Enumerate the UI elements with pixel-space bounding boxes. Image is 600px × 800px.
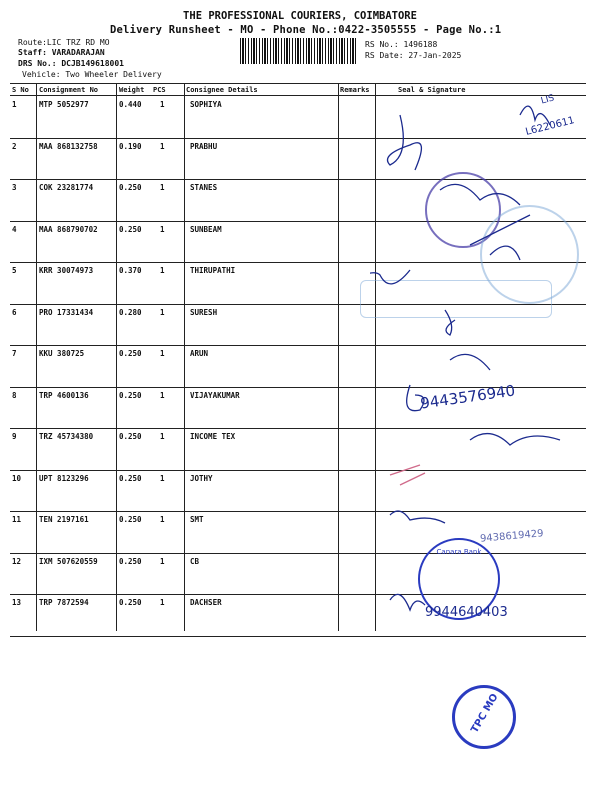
vehicle-value: Two Wheeler Delivery	[65, 70, 162, 79]
staff-value: VARADARAJAN	[51, 48, 105, 57]
signature-row7	[450, 354, 490, 370]
signature-row10	[390, 465, 425, 485]
handwritten-row1-note: L6220611	[524, 115, 576, 138]
cell-consignee: STANES	[190, 183, 218, 192]
cell-consignment: KKU 380725	[39, 349, 85, 358]
rs-date-line	[365, 51, 461, 60]
barcode	[240, 38, 356, 64]
cell-pcs: 1	[160, 349, 165, 358]
cell-consignment: IXM 507620559	[39, 556, 98, 566]
cell-consignment: MAA 868132758	[39, 141, 98, 151]
cell-consignment: KRR 30074973	[39, 266, 94, 275]
table-top-rule	[10, 83, 586, 84]
cell-pcs: 1	[160, 390, 165, 400]
cell-weight: 0.190	[119, 141, 142, 151]
cell-pcs: 1	[160, 473, 165, 483]
cell-sno: 7	[12, 349, 17, 358]
cell-sno: 6	[12, 307, 17, 317]
signature-strokes	[370, 95, 590, 635]
cell-pcs: 1	[160, 183, 165, 192]
cell-weight: 0.250	[119, 515, 142, 524]
cell-consignee: SMT	[190, 515, 204, 524]
drs-value: DCJB149618001	[61, 59, 124, 68]
company-title: THE PROFESSIONAL COURIERS, COIMBATORE	[183, 10, 417, 22]
cell-pcs: 1	[160, 100, 165, 109]
cell-consignment: UPT 8123296	[39, 473, 89, 483]
cell-weight: 0.440	[119, 100, 142, 109]
signature-row5	[370, 270, 410, 300]
cell-sno: 5	[12, 266, 17, 275]
rs-no-value: 1496188	[403, 40, 438, 49]
cell-weight: 0.250	[119, 390, 142, 400]
cell-pcs: 1	[160, 224, 165, 234]
cell-consignment: MTP 5052977	[39, 100, 89, 109]
cell-consignment: PRO 17331434	[39, 307, 94, 317]
runsheet-subtitle: Delivery Runsheet - MO - Phone No.:0422-3505555 - Page No.:1	[110, 24, 502, 36]
route-value: LIC TRZ RD MO	[46, 38, 110, 47]
signature-row6	[445, 310, 455, 335]
col-header-sno: S No	[12, 86, 29, 94]
cell-consignment: COK 23281774	[39, 183, 94, 192]
cell-consignment: MAA 868790702	[39, 224, 98, 234]
col-header-remarks: Remarks	[340, 86, 370, 94]
cell-pcs: 1	[160, 556, 165, 566]
col-divider	[36, 83, 37, 631]
route-line	[18, 38, 110, 47]
cell-pcs: 1	[160, 432, 165, 441]
cell-consignee: JOTHY	[190, 473, 213, 483]
cell-pcs: 1	[160, 307, 165, 317]
cell-sno: 2	[12, 141, 17, 151]
cell-sno: 13	[12, 598, 22, 607]
rs-date-label: RS Date:	[365, 51, 404, 60]
cell-sno: 4	[12, 224, 17, 234]
cell-consignee: SUNBEAM	[190, 224, 222, 234]
col-header-weight: Weight	[119, 86, 145, 94]
cell-weight: 0.250	[119, 556, 142, 566]
signature-row1	[388, 115, 422, 170]
handwritten-row8-phone: 9443576940	[419, 381, 517, 413]
handwritten-row11-phone: 9438619429	[479, 528, 544, 545]
cell-sno: 9	[12, 432, 17, 441]
cell-consignee: ARUN	[190, 349, 209, 358]
signature-row4	[470, 215, 530, 260]
handwritten-top-note: LIS	[539, 93, 556, 107]
cell-sno: 8	[12, 390, 17, 400]
cell-sno: 10	[12, 473, 22, 483]
cell-weight: 0.250	[119, 183, 142, 192]
cell-sno: 11	[12, 515, 22, 524]
cell-weight: 0.250	[119, 473, 142, 483]
tpc-mo-stamp	[452, 685, 516, 749]
cell-pcs: 1	[160, 141, 165, 151]
cell-consignee: THIRUPATHI	[190, 266, 236, 275]
cell-consignee: INCOME TEX	[190, 432, 236, 441]
signature-row11	[390, 511, 445, 523]
bank-stamp-text: Canara Bank	[436, 548, 482, 556]
cell-consignee: DACHSER	[190, 598, 222, 607]
cell-weight: 0.370	[119, 266, 142, 275]
cell-sno: 12	[12, 556, 22, 566]
col-header-consignment: Consignment No	[39, 86, 99, 94]
cell-weight: 0.250	[119, 432, 142, 441]
col-header-seal: Seal & Signature	[398, 86, 466, 94]
cell-consignee: VIJAYAKUMAR	[190, 390, 240, 400]
cell-consignment: TRZ 45734380	[39, 432, 94, 441]
signature-row3	[440, 184, 520, 205]
rs-date-value: 27-Jan-2025	[408, 51, 462, 60]
signature-row13	[390, 594, 425, 610]
cell-pcs: 1	[160, 598, 165, 607]
vehicle-label: Vehicle:	[22, 70, 61, 79]
col-divider	[116, 83, 117, 631]
cell-pcs: 1	[160, 515, 165, 524]
col-header-consignee: Consignee Details	[186, 86, 258, 94]
cell-consignment: TRP 7872594	[39, 598, 89, 607]
signature-row9	[470, 434, 560, 445]
tpc-mo-text: TPC MO	[469, 691, 501, 736]
rs-no-line	[365, 40, 437, 49]
cell-consignee: SURESH	[190, 307, 218, 317]
cell-weight: 0.250	[119, 224, 142, 234]
col-header-pcs: PCS	[153, 86, 166, 94]
cell-pcs: 1	[160, 266, 165, 275]
col-divider	[184, 83, 185, 631]
cell-weight: 0.280	[119, 307, 142, 317]
cell-consignment: TRP 4600136	[39, 390, 89, 400]
col-divider	[338, 83, 339, 631]
handwritten-row13-phone: 9944640403	[425, 605, 508, 620]
cell-sno: 1	[12, 100, 17, 109]
cell-consignee: SOPHIYA	[190, 100, 222, 109]
vehicle-line	[22, 70, 162, 79]
drs-line	[18, 59, 124, 68]
staff-label: Staff:	[18, 48, 47, 57]
cell-weight: 0.250	[119, 598, 142, 607]
cell-consignment: TEN 2197161	[39, 515, 89, 524]
rs-no-label: RS No.:	[365, 40, 399, 49]
cell-consignee: PRABHU	[190, 141, 218, 151]
row-rule	[10, 636, 586, 637]
drs-label: DRS No.:	[18, 59, 57, 68]
cell-consignee: CB	[190, 556, 200, 566]
cell-sno: 3	[12, 183, 17, 192]
staff-line	[18, 48, 105, 57]
route-label: Route:	[18, 38, 47, 47]
cell-weight: 0.250	[119, 349, 142, 358]
